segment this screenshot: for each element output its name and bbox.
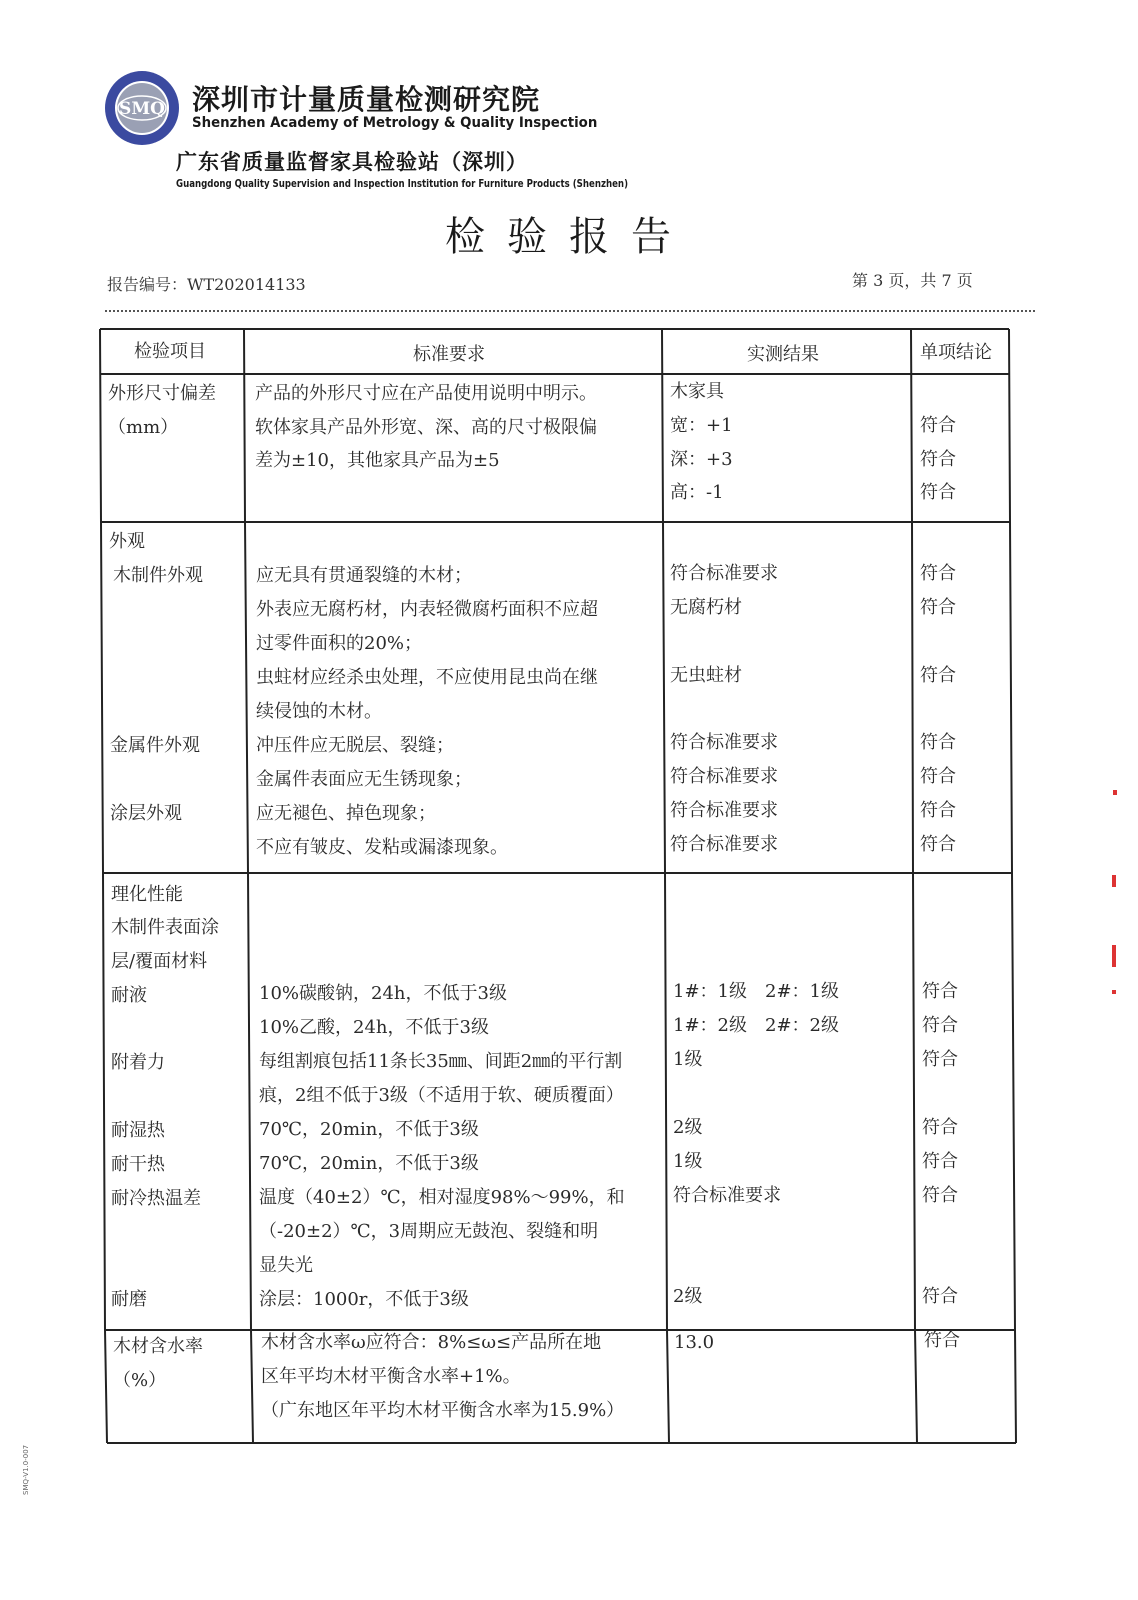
result-value: 木家具	[670, 381, 724, 402]
item-label: 金属件外观	[110, 735, 200, 756]
form-code: SMQ-V1.0-007	[22, 1444, 30, 1495]
page-title: 检验报告	[445, 214, 693, 260]
result-value: 1#：2级 2#：2级	[673, 1015, 839, 1036]
scan-mark	[1112, 945, 1116, 967]
standard-line: 差为±10，其他家具产品为±5	[255, 450, 500, 471]
result-value: 符合标准要求	[673, 1185, 781, 1206]
conclusion-value: 符合	[922, 981, 958, 1002]
standard-line: 软体家具产品外形宽、深、高的尺寸极限偏	[255, 417, 597, 438]
conclusion-value: 符合	[922, 1151, 958, 1172]
page-indicator: 第 3 页，共 7 页	[852, 271, 973, 290]
standard-line: 不应有皱皮、发粘或漏漆现象。	[256, 837, 508, 858]
standard-line: （广东地区年平均木材平衡含水率为15.9%）	[261, 1400, 625, 1421]
result-value: 符合标准要求	[670, 766, 778, 787]
result-value: 2级	[673, 1286, 703, 1307]
item-label: 附着力	[111, 1052, 165, 1073]
standard-line: 续侵蚀的木材。	[256, 701, 382, 722]
conclusion-value: 符合	[922, 1015, 958, 1036]
result-value: 符合标准要求	[670, 732, 778, 753]
station-name-cn: 广东省质量监督家具检验站（深圳）	[176, 150, 528, 174]
standard-line: 痕，2组不低于3级（不适用于软、硬质覆面）	[259, 1085, 624, 1106]
scan-mark	[1112, 990, 1116, 994]
logo-text: SMQ	[119, 99, 165, 119]
standard-line: 10%碳酸钠，24h，不低于3级	[259, 983, 507, 1004]
item-label: 耐湿热	[111, 1120, 165, 1141]
item-label: 耐液	[111, 985, 147, 1006]
standard-line: 木材含水率ω应符合：8%≤ω≤产品所在地	[261, 1332, 602, 1353]
institute-name-cn: 深圳市计量质量检测研究院	[192, 83, 541, 116]
result-value: 符合标准要求	[670, 563, 778, 584]
station-name-en: Guangdong Quality Supervision and Inspection Institution for Furniture Products (Shenzhen)	[176, 178, 629, 190]
standard-line: 70℃，20min，不低于3级	[259, 1119, 479, 1140]
item-label: 理化性能	[111, 884, 183, 905]
result-value: 符合标准要求	[670, 800, 778, 821]
header-conclusion: 单项结论	[920, 342, 992, 363]
result-value: 无腐朽材	[670, 597, 742, 618]
report-number: 报告编号：WT202014133	[107, 275, 306, 294]
standard-line: 每组割痕包括11条长35㎜、间距2㎜的平行割	[259, 1051, 623, 1072]
conclusion-value: 符合	[920, 563, 956, 584]
item-label: （%）	[113, 1370, 167, 1391]
conclusion-value: 符合	[920, 482, 956, 503]
result-value: 符合标准要求	[670, 834, 778, 855]
result-value: 13.0	[674, 1332, 715, 1353]
conclusion-value: 符合	[924, 1330, 960, 1351]
scan-mark	[1112, 875, 1116, 887]
standard-line: 过零件面积的20%；	[256, 633, 423, 654]
item-label: 木制件外观	[113, 565, 203, 586]
result-value: 无虫蛀材	[670, 665, 742, 686]
standard-line: 外表应无腐朽材，内表轻微腐朽面积不应超	[256, 599, 598, 620]
header-divider	[105, 310, 1035, 312]
standard-line: 产品的外形尺寸应在产品使用说明中明示。	[255, 383, 597, 404]
result-value: 1级	[673, 1151, 703, 1172]
standard-line: 金属件表面应无生锈现象；	[256, 769, 472, 790]
item-label: （mm）	[108, 417, 179, 438]
item-label: 涂层外观	[110, 803, 182, 824]
conclusion-value: 符合	[922, 1286, 958, 1307]
institute-name-en: Shenzhen Academy of Metrology & Quality Inspection	[192, 115, 598, 131]
conclusion-value: 符合	[920, 732, 956, 753]
standard-line: 区年平均木材平衡含水率+1%。	[261, 1366, 521, 1387]
result-value: 1#：1级 2#：1级	[673, 981, 839, 1002]
conclusion-value: 符合	[920, 415, 956, 436]
standard-line: 虫蛀材应经杀虫处理，不应使用昆虫尚在继	[256, 667, 598, 688]
header-item: 检验项目	[134, 341, 206, 362]
standard-line: 应无具有贯通裂缝的木材；	[256, 565, 472, 586]
scan-mark	[1113, 790, 1117, 795]
conclusion-value: 符合	[920, 834, 956, 855]
header-standard: 标准要求	[413, 344, 485, 365]
item-label: 外观	[109, 531, 145, 552]
item-label: 木制件表面涂	[111, 917, 219, 938]
item-label: 耐冷热温差	[111, 1188, 201, 1209]
conclusion-value: 符合	[920, 449, 956, 470]
item-label: 外形尺寸偏差	[108, 383, 216, 404]
result-value: 1级	[673, 1049, 703, 1070]
standard-line: 温度（40±2）℃，相对湿度98%～99%，和	[259, 1187, 625, 1208]
standard-line: 70℃，20min，不低于3级	[259, 1153, 479, 1174]
smq-logo	[104, 70, 180, 146]
item-label: 层/覆面材料	[111, 951, 208, 972]
standard-line: 显失光	[259, 1255, 313, 1276]
standard-line: 冲压件应无脱层、裂缝；	[256, 735, 454, 756]
conclusion-value: 符合	[920, 766, 956, 787]
item-label: 耐干热	[111, 1154, 165, 1175]
conclusion-value: 符合	[922, 1049, 958, 1070]
item-label: 耐磨	[111, 1289, 147, 1310]
standard-line: 应无褪色、掉色现象；	[256, 803, 436, 824]
item-label: 木材含水率	[113, 1336, 203, 1357]
conclusion-value: 符合	[920, 800, 956, 821]
header-result: 实测结果	[747, 344, 819, 365]
result-value: 高：-1	[670, 482, 724, 503]
conclusion-value: 符合	[922, 1185, 958, 1206]
conclusion-value: 符合	[920, 597, 956, 618]
standard-line: （-20±2）℃，3周期应无鼓泡、裂缝和明	[259, 1221, 599, 1242]
standard-line: 涂层：1000r，不低于3级	[259, 1289, 469, 1310]
result-value: 2级	[673, 1117, 703, 1138]
result-value: 深：+3	[670, 449, 733, 470]
conclusion-value: 符合	[920, 665, 956, 686]
conclusion-value: 符合	[922, 1117, 958, 1138]
result-value: 宽：+1	[670, 415, 733, 436]
standard-line: 10%乙酸，24h，不低于3级	[259, 1017, 489, 1038]
